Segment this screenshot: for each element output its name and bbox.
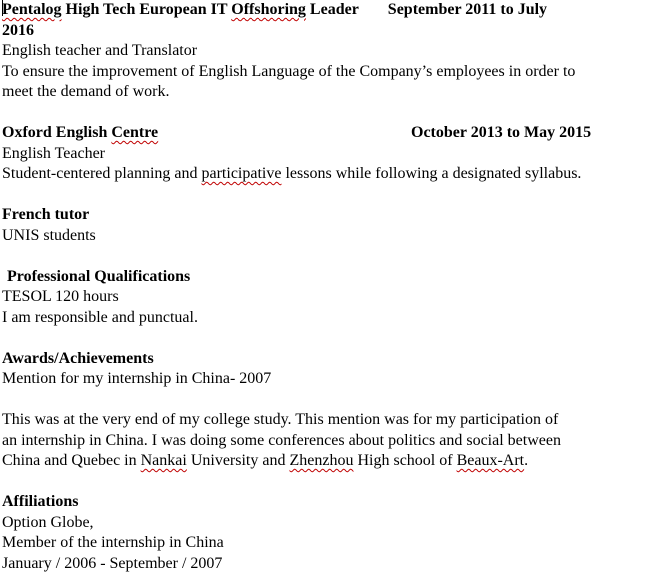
- spellcheck-word: Zhenzhou: [289, 452, 354, 469]
- affiliation-item: Member of the internship in China: [2, 534, 224, 551]
- job-3-title: French tutor: [2, 206, 90, 223]
- qualifications-heading: Professional Qualifications: [7, 267, 191, 285]
- job-1-description-line-1: To ensure the improvement of English Language of the Company’s employees in order to: [2, 62, 576, 80]
- job-2-description-part-a: Student-centered planning and: [2, 165, 202, 182]
- spellcheck-word: Beaux-Art: [456, 452, 525, 469]
- job-1-company-part-a: Pentalog: [2, 1, 62, 18]
- job-1-dates: September 2011 to July: [387, 1, 548, 18]
- job-1-description-line-2: meet the demand of work.: [2, 83, 170, 100]
- job-2-company-part-a: Oxford English: [2, 124, 112, 141]
- affiliation-item: January / 2006 - September / 2007: [2, 554, 223, 572]
- job-2-heading: [2, 123, 646, 144]
- job-2-description-part-c: lessons while following a designated syllabus.: [281, 165, 582, 182]
- qualification-item: I am responsible and punctual.: [2, 308, 198, 326]
- qualification-item: TESOL 120 hours: [2, 288, 119, 305]
- awards-paragraph-line-1: This was at the very end of my college study. This mention was for my participation of: [2, 411, 559, 428]
- spellcheck-word: Nankai: [140, 452, 187, 469]
- job-1-role: English teacher and Translator: [2, 42, 198, 59]
- job-1-company-part-c: Offshoring: [231, 1, 306, 18]
- awards-mention: Mention for my internship in China- 2007: [2, 370, 272, 387]
- awards-heading: Awards/Achievements: [2, 349, 154, 367]
- job-2-description-part-b: participative: [201, 165, 282, 182]
- job-2-dates: October 2013 to May 2015: [411, 124, 592, 141]
- awards-paragraph-line-3: China and Quebec in Nankai University and Zhenzhou High school of Beaux-Art.: [2, 452, 529, 469]
- affiliation-item: Option Globe,: [2, 513, 94, 531]
- affiliations-heading: Affiliations: [2, 493, 79, 510]
- resume-document[interactable]: [2, 0, 646, 574]
- job-2-description: [2, 164, 646, 185]
- awards-paragraph-line-2: an internship in China. I was doing some conferences about politics and social between: [2, 431, 561, 449]
- job-1-dates-continued: 2016: [2, 21, 34, 39]
- job-1-heading: [2, 0, 646, 21]
- job-3-detail: UNIS students: [2, 226, 96, 244]
- job-1-company-part-d: Leader: [305, 1, 359, 18]
- job-2-company-part-b: Centre: [111, 124, 159, 141]
- job-2-role: English Teacher: [2, 144, 105, 162]
- job-1-company-part-b: High Tech European IT: [61, 1, 232, 18]
